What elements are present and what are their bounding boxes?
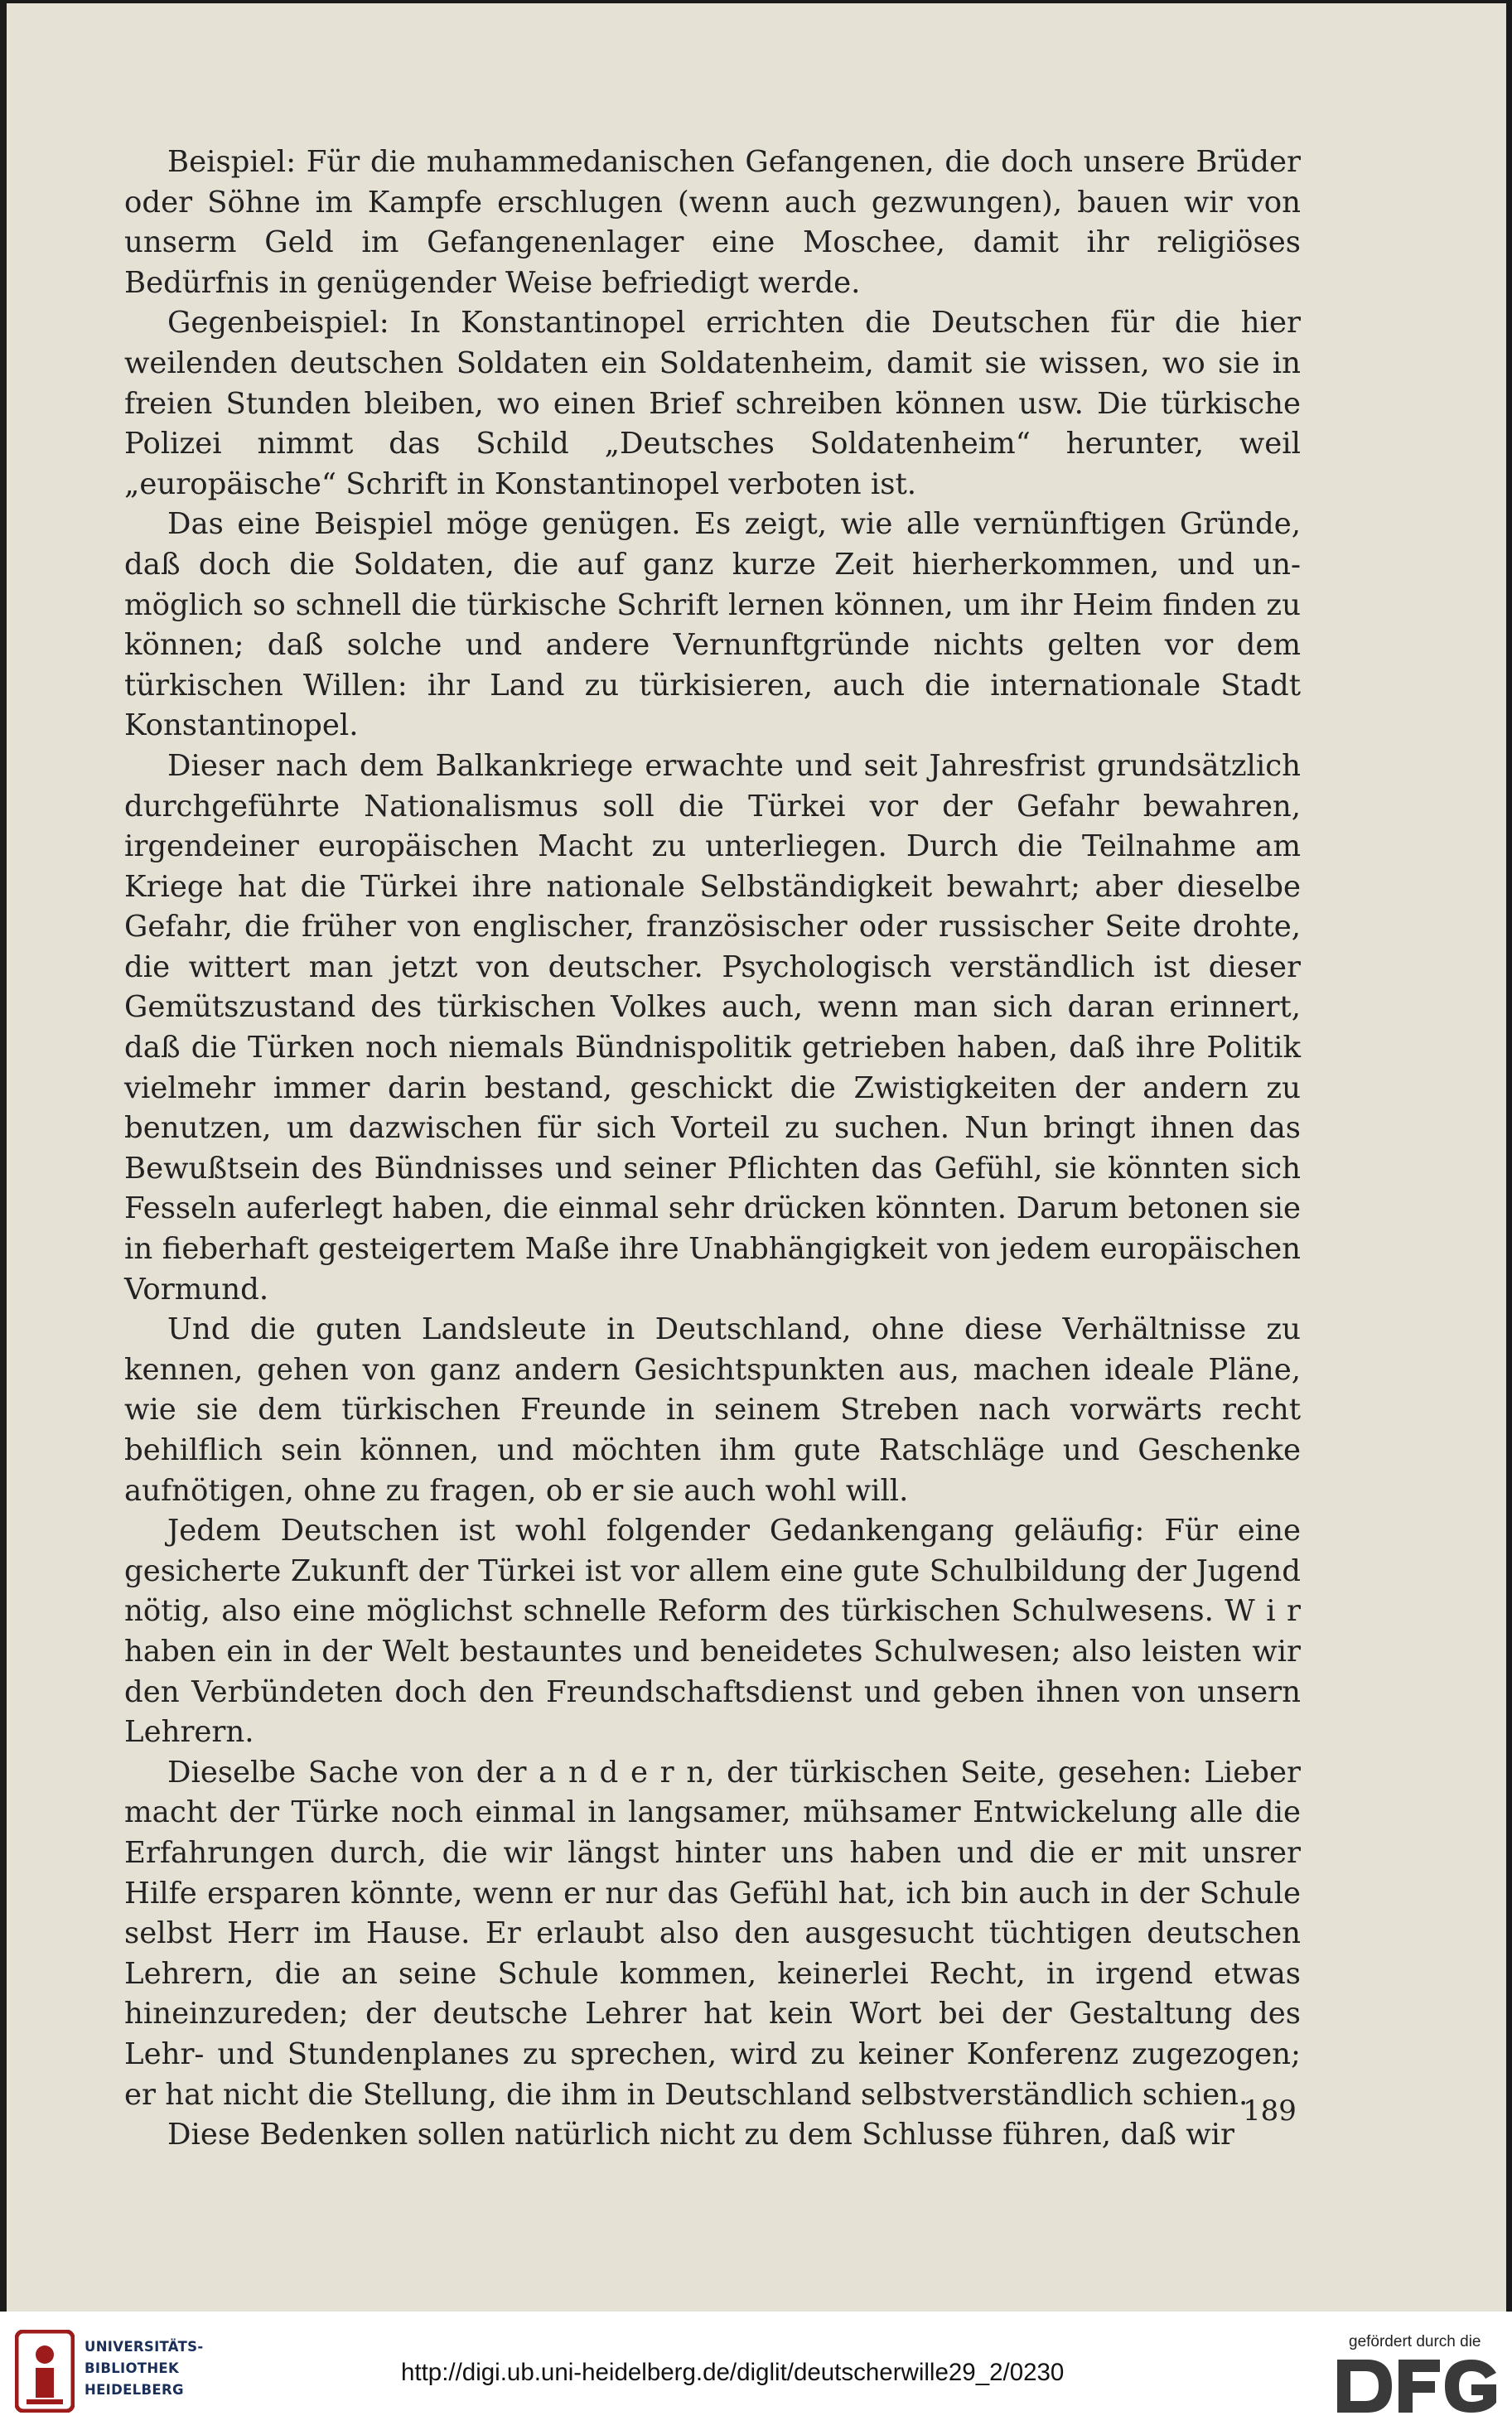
library-name-line-1: UNIVERSITÄTS- (85, 2339, 204, 2355)
dfg-logo[interactable] (1334, 2355, 1500, 2418)
paragraph-1: Beispiel: Für die muhammedanischen Gefangenen, die doch unsere Brüder oder Söhne im Kampfe erschlugen (wenn auch gezwungen), bauen wir von unserm Geld im Gefangenenlager eine Moschee, damit ihr religiöses Bedürfnis in genügender Weise befriedigt werde. (124, 145, 1301, 300)
page-number: 189 (1243, 2094, 1297, 2128)
paragraph-5: Und die guten Landsleute in Deutschland, ohne diese Verhältnisse zu kennen, gehen von ganz andern Gesichtspunkten aus, machen ideale Pläne, wie sie dem türkischen Freunde in seinem Streben nach vorwärts recht behilflich sein können, und möchten ihm gute Ratschläge und Geschenke aufnötigen, ohne zu fragen, ob er sie auch wohl will. (124, 1312, 1301, 1508)
paragraph-3: Das eine Beispiel möge genügen. Es zeigt, wie alle vernünftigen Gründe, daß doch die Soldaten, die auf ganz kurze Zeit hierherkommen, und unmöglich so schnell die türkische Schrift lernen können, um ihr Heim finden zu können; daß solche und andere Vernunftgründe nichts gelten vor dem türkischen Willen: ihr Land zu türkisieren, auch die internationale Stadt Konstantinopel. (124, 507, 1301, 743)
library-name-line-2: BIBLIOTHEK (85, 2360, 180, 2376)
library-name (85, 2336, 204, 2401)
library-seal-icon (15, 2330, 75, 2413)
library-name-line-3: HEIDELBERG (85, 2382, 184, 2398)
paragraph-7: Dieselbe Sache von der a n d e r n, der türkischen Seite, gesehen: Lieber macht der Türke noch einmal in langsamer, mühsamer Entwickelung alle die Erfahrungen durch, die wir längst hinter uns haben und die er mit unsrer Hilfe ersparen könnte, wenn er nur das Gefühl hat, ich bin auch in der Schule selbst Herr im Hause. Er erlaubt also den ausgesucht tüchtigen deutschen Lehrern, die an seine Schule kommen, keinerlei Recht, in irgend etwas hineinzureden; der deutsche Lehrer hat kein Wort bei der Gestaltung des Lehr- und Stundenplanes zu sprechen, wird zu keiner Konferenz zugezogen; er hat nicht die Stellung, die ihm in Deutschland selbstverständlich schien. (124, 1755, 1301, 2112)
funding-label: gefördert durch die (1349, 2333, 1481, 2350)
paragraph-2: Gegenbeispiel: In Konstantinopel errichten die Deutschen für die hier weilenden deutschen Soldaten ein Soldatenheim, damit sie wissen, wo sie in freien Stunden bleiben, wo einen Brief schreiben können usw. Die türkische Polizei nimmt das Schild „Deutsches Soldatenheim“ herunter, weil „europäische“ Schrift in Konstantinopel verboten ist. (124, 306, 1301, 501)
source-url-link[interactable]: http://digi.ub.uni-heidelberg.de/diglit/deutscherwille29_2/0230 (401, 2359, 1065, 2386)
paragraph-6: Jedem Deutschen ist wohl folgender Gedankengang geläufig: Für eine gesicherte Zukunft der Türkei ist vor allem eine gute Schulbildung der Jugend nötig, also eine möglichst schnelle Reform des türkischen Schulwesens. W i r haben ein in der Welt bestauntes und beneidetes Schulwesen; also leisten wir den Verbündeten doch den Freundschaftsdienst und geben ihnen von unsern Lehrern. (124, 1514, 1301, 1750)
book-page (7, 3, 1506, 2312)
paragraph-4: Dieser nach dem Balkankriege erwachte und seit Jahresfrist grundsätzlich durchgeführte Nationalismus soll die Türkei vor der Gefahr bewahren, irgendeiner europäischen Macht zu unterliegen. Durch die Teilnahme am Kriege hat die Türkei ihre nationale Selbständigkeit bewahrt; aber dieselbe Gefahr, die früher von englischer, französischer oder russischer Seite drohte, die wittert man jetzt von deutscher. Psychologisch verständlich ist dieser Gemütszustand des türkischen Volkes auch, wenn man sich daran erinnert, daß die Türken noch niemals Bündnispolitik getrieben haben, daß ihre Politik vielmehr immer darin bestand, geschickt die Zwistigkeiten der andern zu benutzen, um dazwischen für sich Vorteil zu suchen. Nun bringt ihnen das Bewußtsein des Bündnisses und seiner Pflichten das Gefühl, sie könnten sich Fesseln auferlegt haben, die einmal sehr drücken könnten. Darum betonen sie in fieberhaft gesteigertem Maße ihre Unabhängigkeit von jedem europäischen Vormund. (124, 748, 1301, 1307)
library-logo[interactable] (15, 2330, 204, 2413)
page-text (124, 143, 1301, 2156)
paragraph-8: Diese Bedenken sollen natürlich nicht zu dem Schlusse führen, daß wir (167, 2118, 1234, 2152)
